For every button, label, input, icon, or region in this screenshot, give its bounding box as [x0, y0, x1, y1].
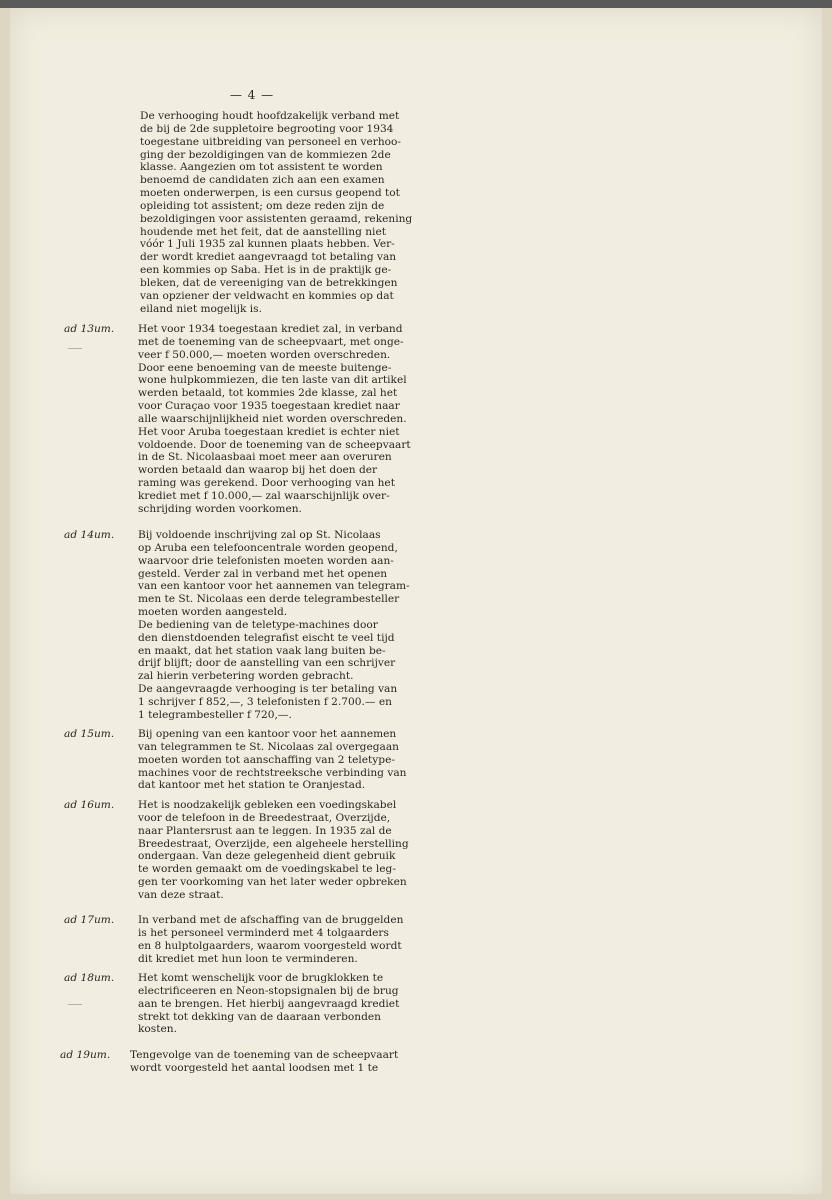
margin-note: ad 15um.: [64, 728, 115, 740]
margin-note: ad 18um.: [64, 972, 115, 984]
paragraph-15um: Bij opening van een kantoor voor het aannemen van telegrammen te St. Nicolaas zal overgegaan moeten worden tot aanschaffing van 2 teletype- machines voor de rechtstreeksche verbinding van dat kantoor met het station te Oranjestad.: [138, 728, 407, 792]
margin-note: ad 19um.: [60, 1049, 111, 1061]
paragraph-14um: Bij voldoende inschrijving zal op St. Nicolaas op Aruba een telefooncentrale worden geopend, waarvoor drie telefonisten moeten worden aan- gesteld. Verder zal in verband met het openen van een kantoor voor het aannemen van telegram- men te St. Nicolaas een derde telegrambesteller moeten worden aangesteld. De bediening van de teletype-machines door den dienstdoenden telegrafist eischt te veel tijd en maakt, dat het station vaak lang buiten be- drijf blijft; door de aanstelling van een schrijver zal hierin verbetering worden gebracht. De aangevraagde verhooging is ter betaling van 1 schrijver f 852,—, 3 telefonisten f 2.700.— en 1 telegrambesteller f 720,—.: [138, 529, 410, 721]
margin-mark: [68, 348, 82, 349]
margin-note: ad 14um.: [64, 529, 115, 541]
margin-mark: [68, 1004, 82, 1005]
document-page: [10, 8, 822, 1194]
margin-note: ad 17um.: [64, 914, 115, 926]
page-number: — 4 —: [229, 88, 275, 102]
paragraph-17um: In verband met de afschaffing van de bruggelden is het personeel verminderd met 4 tolgaarders en 8 hulptolgaarders, waarom voorgesteld wordt dit krediet met hun loon te verminderen.: [138, 914, 404, 965]
margin-note: ad 16um.: [64, 799, 115, 811]
margin-note: ad 13um.: [64, 323, 115, 335]
paragraph-intro: De verhooging houdt hoofdzakelijk verband met de bij de 2de suppletoire begrooting voor 1934 toegestane uitbreiding van personeel en verhoo- ging der bezoldigingen van de kommiezen 2de klasse. Aangezien om tot assistent te worden benoemd de candidaten zich aan een examen moeten onderwerpen, is een cursus geopend tot opleiding tot assistent; om deze reden zijn de bezoldigingen voor assistenten geraamd, rekening houdende met het feit, dat de aanstelling niet vóór 1 Juli 1935 zal kunnen plaats hebben. Ver- der wordt krediet aangevraagd tot betaling van een kommies op Saba. Het is in de praktijk ge- bleken, dat de vereeniging van de betrekkingen van opziener der veldwacht en kommies op dat eiland niet mogelijk is.: [140, 110, 413, 315]
paragraph-16um: Het is noodzakelijk gebleken een voedingskabel voor de telefoon in de Breedestraat, Overzijde, naar Plantersrust aan te leggen. In 1935 zal de Breedestraat, Overzijde, een algeheele herstelling ondergaan. Van deze gelegenheid dient gebruik te worden gemaakt om de voedingskabel te leg- gen ter voorkoming van het later weder opbreken van deze straat.: [138, 799, 409, 901]
paragraph-18um: Het komt wenschelijk voor de brugklokken te electrificeeren en Neon-stopsignalen bij de brug aan te brengen. Het hierbij aangevraagd krediet strekt tot dekking van de daaraan verbonden kosten.: [138, 972, 400, 1036]
scan-border: [0, 0, 832, 8]
paragraph-13um: Het voor 1934 toegestaan krediet zal, in verband met de toeneming van de scheepvaart, met onge- veer f 50.000,— moeten worden overschreden. Door eene benoeming van de meeste buitenge- wone hulpkommiezen, die ten laste van dit artikel werden betaald, tot kommies 2de klasse, zal het voor Curaçao voor 1935 toegestaan krediet naar alle waarschijnlijkheid niet worden overschreden. Het voor Aruba toegestaan krediet is echter niet voldoende. Door de toeneming van de scheepvaart in de St. Nicolaasbaai moet meer aan overuren worden betaald dan waarop bij het doen der raming was gerekend. Door verhooging van het krediet met f 10.000,— zal waarschijnlijk over- schrijding worden voorkomen.: [138, 323, 411, 515]
paragraph-19um: Tengevolge van de toeneming van de scheepvaart wordt voorgesteld het aantal loodsen met 1 te: [130, 1049, 399, 1074]
